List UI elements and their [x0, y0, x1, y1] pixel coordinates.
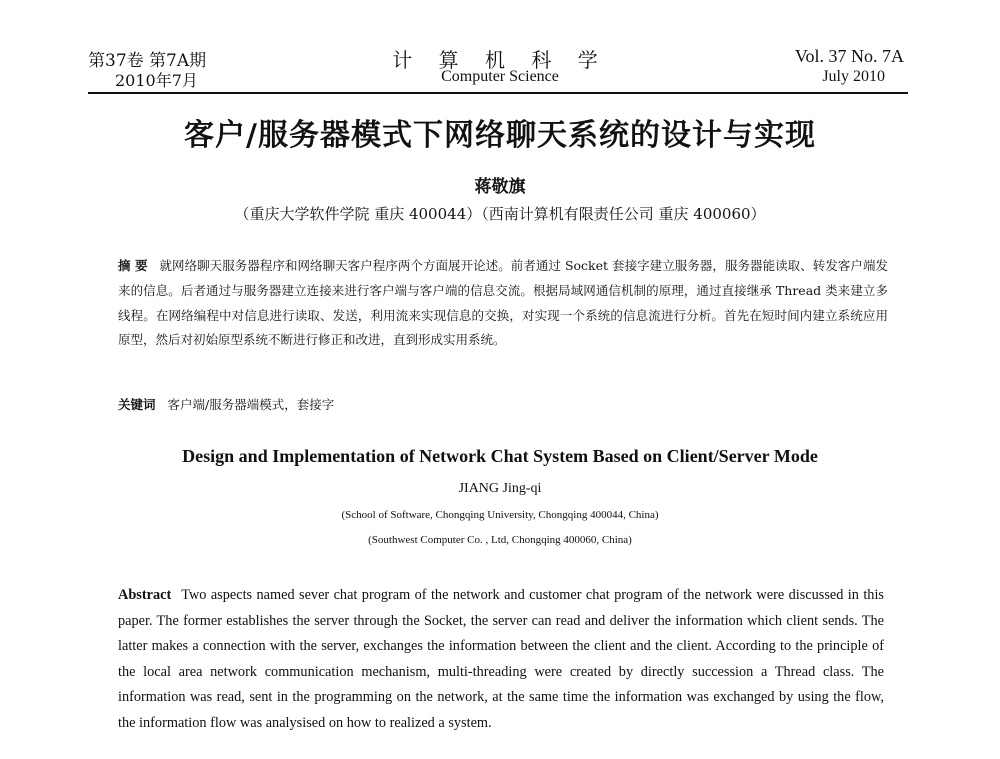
author-cn: 蒋敬旗	[474, 177, 526, 197]
affiliation-cn: （重庆大学软件学院 重庆 400044）（西南计算机有限责任公司 重庆 400060）	[234, 205, 766, 223]
abstract-label-cn: 摘 要	[118, 258, 148, 273]
abstract-text-en: Two aspects named sever chat program of the network and customer chat program of the network were discussed in this paper. The former establishes the server through the Socket, the server can read and deliver the information which client sends. The latter makes a connection with the server, exchanges the information between the client and the client. According to the principle of the local area network communication mechanism, multi-threading were created by directly succession a Thread class. The information was read, sent in the programming on the network, at the same time the information was exchanged by using the flow, the information flow was analysised on how to realized a system.	[118, 587, 884, 731]
author-en: JIANG Jing-qi	[458, 481, 542, 496]
abstract-cn	[118, 254, 888, 353]
header-date-cn: 2010年7月	[115, 71, 198, 90]
affiliation-en-2: (Southwest Computer Co. , Ltd, Chongqing 400060, China)	[368, 534, 632, 546]
header-volume-issue-en: Vol. 37 No. 7A	[794, 46, 904, 66]
header-date-en: July 2010	[822, 68, 885, 85]
keywords-cn	[118, 395, 334, 413]
header-journal-en: Computer Science	[441, 68, 559, 85]
abstract-en	[118, 583, 884, 737]
abstract-text-cn: 就网络聊天服务器程序和网络聊天客户程序两个方面展开论述。前者通过 Socket 套接字建立服务器，服务器能读取、转发客户端发来的信息。后者通过与服务器建立连接来进行客户端与客户端的信息交流。根据局域网通信机制的原理，通过直接继承 Thread 类来建立多线程。在网络编程中对信息进行读取、发送，利用流来实现信息的交换，对实现一个系统的信息流进行分析。首先在短时间内建立系统应用原型，然后对初始原型系统不断进行修正和改进，直到形成实用系统。	[118, 258, 888, 348]
affiliation-en-1: (School of Software, Chongqing University, Chongqing 400044, China)	[341, 509, 659, 521]
paper-title-cn: 客户/服务器模式下网络聊天系统的设计与实现	[184, 118, 816, 153]
keywords-text-cn: 客户端/服务器端模式，套接字	[167, 397, 335, 412]
keywords-label-cn: 关键词	[118, 397, 156, 412]
header-journal-cn: 计 算 机 科 学	[392, 48, 608, 72]
header-volume-issue-cn: 第37卷 第7A期	[88, 51, 207, 71]
paper-title-en: Design and Implementation of Network Chat System Based on Client/Server Mode	[182, 446, 818, 466]
abstract-label-en: Abstract	[118, 587, 172, 603]
header-rule	[88, 92, 908, 94]
